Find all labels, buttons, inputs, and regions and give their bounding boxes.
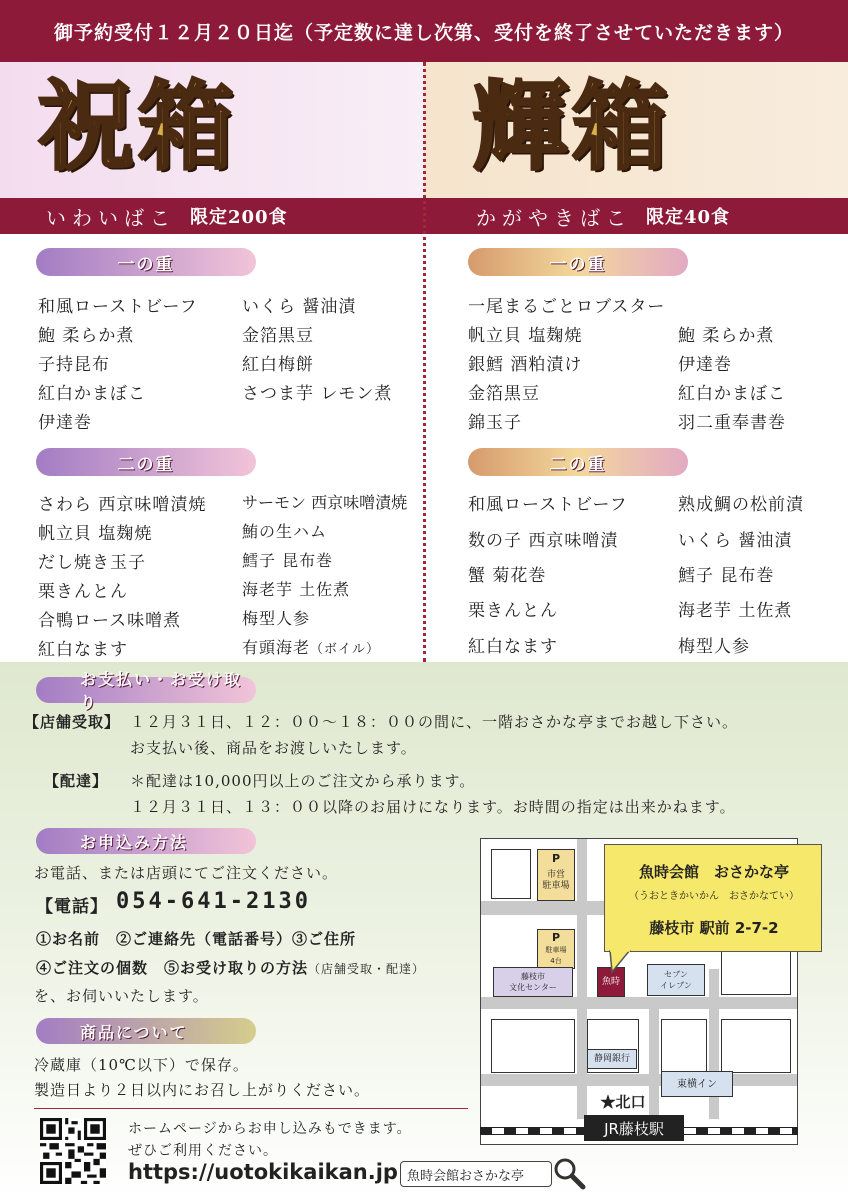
menu-item: 和風ローストビーフ — [38, 297, 198, 317]
menu-item: 伊達巻 — [38, 413, 92, 433]
iwaibako-tier1-label: 一の重 — [36, 248, 256, 276]
municipal-parking — [537, 849, 575, 901]
menu-item: 海老芋 土佐煮 — [678, 601, 793, 621]
order-intro: お電話、または店頭にてご注文ください。 — [34, 864, 339, 882]
callout-address: 藤枝市 駅前 2-7-2 — [649, 919, 779, 937]
menu-item: 紅白かまぼこ — [38, 384, 146, 404]
menu-item: 鮪の生ハム — [242, 522, 328, 541]
kagayakibako-tier2-label: 二の重 — [468, 448, 688, 476]
order-requirements-1: ①お名前 ②ご連絡先（電話番号）③ご住所 — [36, 930, 357, 948]
iwaibako-subbar — [0, 198, 424, 234]
iwaibako-title: 祝箱 — [38, 70, 238, 183]
toyoko-inn-label: 東横イン — [677, 1079, 717, 1090]
map-block — [491, 1019, 575, 1073]
map-road — [577, 839, 587, 1119]
map-road — [481, 997, 798, 1009]
web-line1: ホームページからお申し込みもできます。 — [128, 1121, 412, 1137]
shop-marker-label: 魚時 — [601, 977, 620, 987]
shop-callout — [604, 844, 822, 952]
order-closing: を、お伺いいたします。 — [34, 987, 209, 1005]
kagayakibako-tier1-label: 一の重 — [468, 248, 688, 276]
menu-item: 帆立貝 塩麹焼 — [38, 524, 153, 544]
map-block — [721, 1019, 791, 1073]
menu-item: 銀鱈 酒粕漬け — [468, 355, 583, 375]
menu-item: 鮑 柔らか煮 — [678, 326, 775, 346]
menu-item: 帆立貝 塩麹焼 — [468, 326, 583, 346]
kagayakibako-reading: かがやきばこ — [476, 205, 632, 230]
website-link[interactable]: https://uotokikaikan.jp — [128, 1160, 398, 1184]
menu-item: 合鴨ロース味噌煮 — [38, 611, 182, 631]
web-divider — [34, 1108, 468, 1109]
iwaibako-tier2-label: 二の重 — [36, 448, 256, 476]
seven-eleven-label: セブン イレブン — [660, 970, 692, 990]
menu-item: 金箔黒豆 — [468, 384, 540, 404]
product-section-label: 商品について — [36, 1018, 256, 1044]
menu-item: 梅型人参 — [242, 609, 311, 628]
map-block — [661, 1019, 707, 1073]
menu-item: 紅白かまぼこ — [678, 384, 786, 404]
menu-item: 梅型人参 — [678, 637, 750, 657]
delivery-line2: １２月３１日、１３：００以降のお届けになります。お時間の指定は出来かねます。 — [130, 798, 736, 816]
kagayakibako-title: 輝箱 — [472, 70, 672, 183]
menu-item — [242, 635, 380, 658]
menu-item: いくら 醤油漬 — [242, 297, 357, 317]
delivery-tag: 【配達】 — [44, 772, 109, 790]
shop-parking — [537, 929, 575, 969]
callout-shop-reading: （うおときかいかん おさかなてい） — [629, 891, 799, 902]
qr-code-icon[interactable] — [40, 1118, 106, 1184]
search-icon[interactable] — [552, 1156, 586, 1190]
menu-item: 伊達巻 — [678, 355, 732, 375]
order-requirements-2 — [36, 957, 425, 978]
store-pickup-line1: １２月３１日、１２：００～１８：００の間に、一階おさかな亭までお越し下さい。 — [130, 713, 739, 731]
iwaibako-limit: 限定200食 — [190, 207, 288, 228]
column-divider — [423, 62, 426, 662]
culture-center — [493, 967, 573, 997]
menu-item: 子持昆布 — [38, 355, 110, 375]
menu-item: 紅白なます — [468, 637, 558, 657]
menu-item: さわら 西京味噌漬焼 — [38, 495, 207, 515]
delivery-line1: ＊配達は10,000円以上のご注文から承ります。 — [130, 772, 476, 790]
order-section-label: お申込み方法 — [36, 828, 256, 854]
menu-item: 栗きんとん — [468, 601, 558, 621]
menu-item-note: （ボイル） — [310, 642, 381, 657]
station-label: JR藤枝駅 — [584, 1115, 684, 1141]
web-line2: ぜひご利用ください。 — [128, 1143, 278, 1159]
kagayakibako-hero — [424, 62, 848, 198]
map-block — [491, 849, 531, 899]
menu-item: 金箔黒豆 — [242, 326, 314, 346]
menu-item: 羽二重奉書巻 — [678, 413, 786, 433]
kagayakibako-subbar — [424, 198, 848, 234]
kagayakibako-limit: 限定40食 — [646, 207, 731, 228]
menu-item: 数の子 西京味噌漬 — [468, 531, 619, 551]
order-requirements-2-text: ④ご注文の個数 ⑤お受け取りの方法 — [36, 959, 309, 977]
shizuoka-bank-label: 静岡銀行 — [593, 1054, 630, 1064]
north-exit-label: ★北口 — [600, 1093, 646, 1111]
menu-item: 錦玉子 — [468, 413, 522, 433]
callout-pointer-icon — [608, 950, 632, 974]
menu-item: 鱈子 昆布巻 — [242, 551, 334, 570]
map-road — [481, 1074, 798, 1086]
store-pickup-tag: 【店舗受取】 — [24, 713, 121, 731]
menu-item: 一尾まるごとロブスター — [468, 297, 666, 317]
iwaibako-reading: いわいばこ — [46, 205, 176, 230]
parking-label: 駐車場 4台 — [545, 946, 567, 965]
shizuoka-bank — [587, 1049, 637, 1069]
menu-item: 鱈子 昆布巻 — [678, 566, 775, 586]
seven-eleven — [647, 964, 705, 996]
menu-item: 鮑 柔らか煮 — [38, 326, 135, 346]
payment-section-label: お支払い・お受け取り — [36, 677, 256, 703]
menu-item: さつま芋 レモン煮 — [242, 384, 393, 404]
menu-item: 蟹 菊花巻 — [468, 566, 547, 586]
toyoko-inn — [661, 1071, 733, 1097]
parking-icon: P — [551, 852, 561, 865]
store-pickup-line2: お支払い後、商品をお渡しいたします。 — [130, 739, 417, 757]
parking-label: 市営 駐車場 — [542, 870, 570, 891]
reservation-deadline-banner: 御予約受付１２月２０日迄（予定数に達し次第、受付を終了させていただきます） — [0, 0, 848, 62]
menu-item: サーモン 西京味噌漬焼 — [242, 493, 408, 512]
product-storage: 冷蔵庫（10℃以下）で保存。 — [34, 1056, 249, 1074]
menu-item: いくら 醤油漬 — [678, 531, 793, 551]
menu-item: 紅白梅餅 — [242, 355, 314, 375]
callout-shop-name: 魚時会館 おさかな亭 — [638, 863, 789, 881]
menu-item-name: 有頭海老 — [242, 638, 311, 657]
menu-item: 海老芋 土佐煮 — [242, 580, 351, 599]
product-consume-by: 製造日より２日以内にお召し上がりください。 — [34, 1081, 371, 1099]
phone-number[interactable]: 054-641-2130 — [116, 889, 311, 914]
menu-item: 和風ローストビーフ — [468, 495, 628, 515]
phone-tag: 【電話】 — [36, 897, 108, 917]
order-requirements-2-note: （店舗受取・配達） — [308, 962, 426, 976]
menu-item: だし焼き玉子 — [38, 553, 146, 573]
search-box[interactable]: 魚時会館おさかな亭 — [400, 1161, 552, 1187]
menu-item: 紅白なます — [38, 640, 128, 660]
iwaibako-hero — [0, 62, 424, 198]
menu-item: 熟成鯛の松前漬 — [678, 495, 804, 515]
culture-center-label: 藤枝市 文化センター — [509, 972, 557, 992]
parking-icon: P — [551, 931, 561, 944]
menu-item: 栗きんとん — [38, 582, 128, 602]
